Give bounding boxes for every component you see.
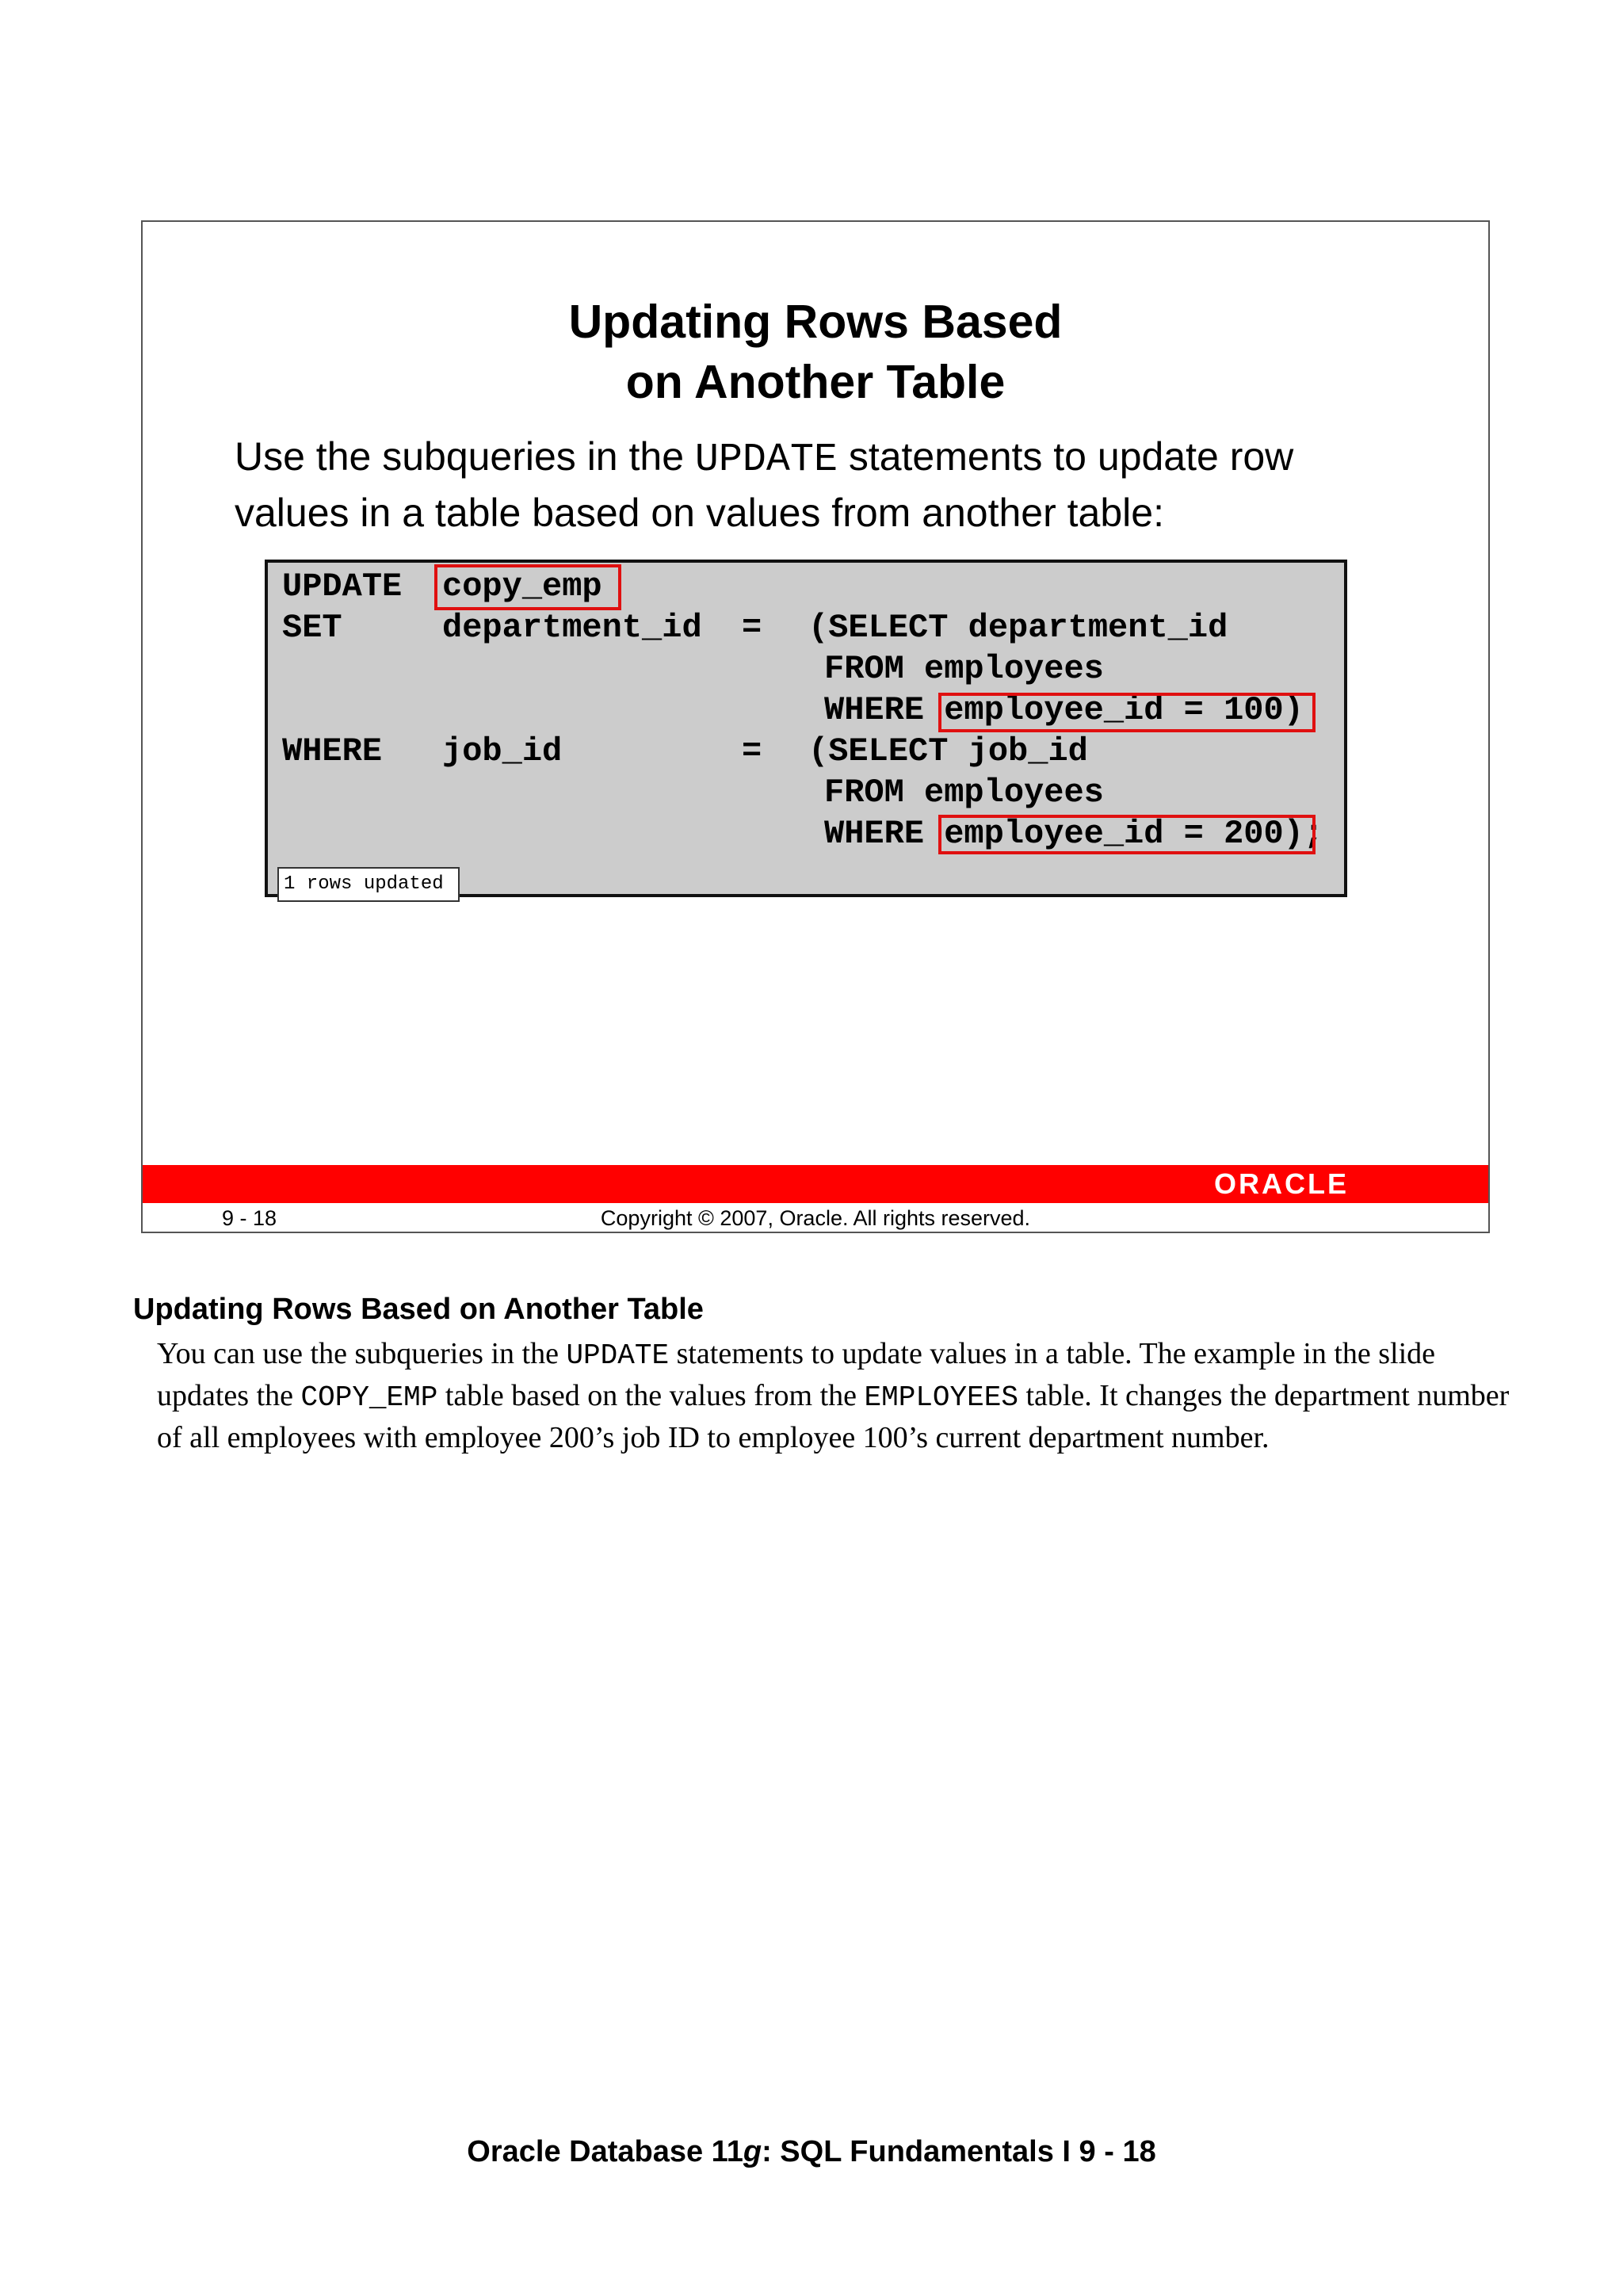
notes-code: COPY_EMP <box>300 1381 438 1414</box>
slide-title <box>143 292 1488 412</box>
slide-page-number: 9 - 18 <box>222 1206 277 1230</box>
code-block <box>265 560 1347 897</box>
code-expression: WHERE employee_id = 100) <box>824 691 1304 729</box>
code-column: job_id <box>442 732 563 770</box>
footer-prefix: Oracle Database 11 <box>467 2135 743 2168</box>
code-keyword: WHERE <box>282 732 383 770</box>
footer-italic: g <box>743 2135 762 2168</box>
code-line <box>268 690 1304 731</box>
code-line <box>268 772 1104 813</box>
code-operator: = <box>742 609 762 647</box>
footer-suffix: : SQL Fundamentals I 9 - 18 <box>762 2135 1156 2168</box>
code-column: copy_emp <box>442 567 602 606</box>
notes-text: You can use the subqueries in the <box>157 1337 567 1370</box>
code-expression: (SELECT department_id <box>808 609 1228 647</box>
result-badge: 1 rows updated <box>277 867 460 902</box>
slide-intro <box>235 430 1407 540</box>
code-line <box>268 566 602 607</box>
highlight-condition-200 <box>938 815 1316 854</box>
oracle-logo: ORACLE <box>1214 1167 1349 1200</box>
code-expression: (SELECT job_id <box>808 732 1088 770</box>
notes-heading: Updating Rows Based on Another Table <box>133 1293 704 1326</box>
code-line <box>268 731 1088 772</box>
intro-text-2: statements to update row values in a table based on values from another table: <box>235 434 1294 535</box>
slide-title-line2: on Another Table <box>625 356 1006 408</box>
highlight-condition-100 <box>938 693 1316 732</box>
code-line <box>268 607 1228 648</box>
notes-code: UPDATE <box>566 1339 670 1372</box>
slide-footer <box>143 1203 1488 1233</box>
intro-text-1: Use the subqueries in the <box>235 434 695 479</box>
code-expression: WHERE employee_id = 200); <box>824 815 1324 853</box>
code-keyword: SET <box>282 609 342 647</box>
code-expression: FROM employees <box>824 774 1104 812</box>
notes-text: table based on the values from the <box>437 1379 865 1412</box>
notes-text: table. It changes the department number of all employees with employee 200’s job ID to employee 100’s current department number. <box>157 1379 1510 1454</box>
slide <box>141 220 1490 1233</box>
intro-keyword: UPDATE <box>694 437 838 483</box>
code-expression: FROM employees <box>824 650 1104 688</box>
notes-text: statements to update values in a table. The example in the slide updates the <box>157 1337 1436 1412</box>
notes-code: EMPLOYEES <box>864 1381 1018 1414</box>
code-line <box>268 648 1104 690</box>
highlight-table-name <box>434 564 621 610</box>
slide-copyright: Copyright © 2007, Oracle. All rights reserved. <box>600 1206 1031 1230</box>
footer-band <box>143 1165 1488 1203</box>
code-operator: = <box>742 732 762 770</box>
slide-title-line1: Updating Rows Based <box>568 296 1063 348</box>
code-line <box>268 813 1324 854</box>
page-footer <box>0 2132 1623 2172</box>
notes-body <box>157 1334 1520 1458</box>
code-column: department_id <box>442 609 702 647</box>
code-keyword: UPDATE <box>282 567 403 606</box>
